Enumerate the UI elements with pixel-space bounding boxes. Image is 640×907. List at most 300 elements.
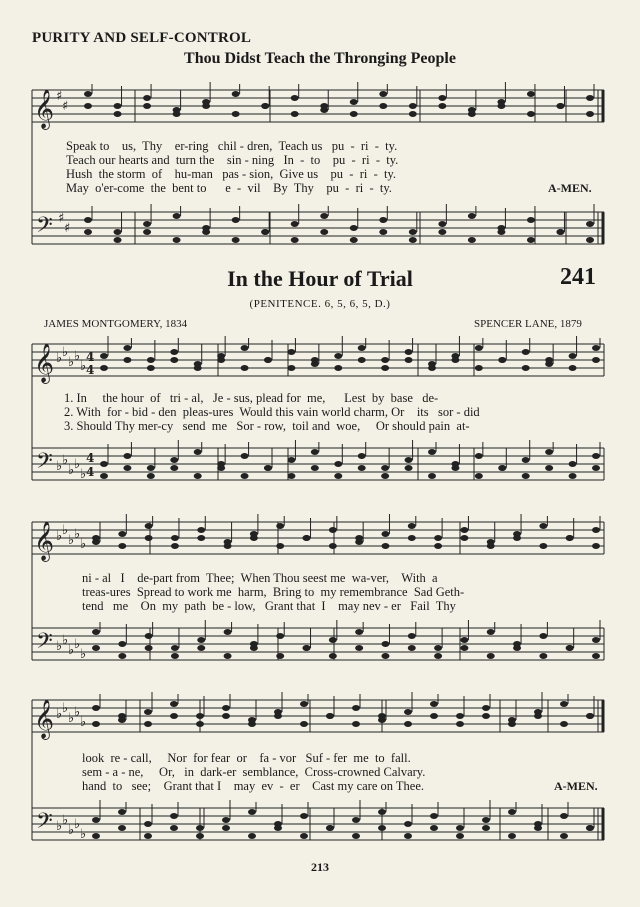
note-head bbox=[527, 111, 535, 117]
hymn2-title: In the Hour of Trial bbox=[227, 266, 413, 291]
hymn1-lyric-line: May o'er-come the bent to e - vil By Thy pu - ri - ty. bbox=[66, 181, 392, 195]
svg-text:♭: ♭ bbox=[62, 453, 69, 468]
note-head bbox=[545, 357, 553, 363]
note-head bbox=[381, 357, 389, 363]
svg-text:♭: ♭ bbox=[62, 633, 69, 648]
note-head bbox=[497, 229, 505, 235]
hymn2-author: JAMES MONTGOMERY, 1834 bbox=[44, 318, 188, 330]
note-head bbox=[381, 543, 389, 549]
note-head bbox=[498, 465, 506, 471]
note-head bbox=[100, 353, 108, 359]
note-head bbox=[381, 653, 389, 659]
note-head bbox=[170, 357, 178, 363]
note-head bbox=[329, 543, 337, 549]
note-head bbox=[92, 629, 100, 635]
note-head bbox=[404, 721, 412, 727]
note-head bbox=[232, 217, 240, 223]
note-head bbox=[545, 449, 553, 455]
svg-text:♯: ♯ bbox=[58, 211, 65, 226]
note-head bbox=[92, 535, 100, 541]
note-head bbox=[118, 543, 126, 549]
note-head bbox=[147, 365, 155, 371]
note-head bbox=[100, 473, 108, 479]
note-head bbox=[460, 645, 468, 651]
note-head bbox=[527, 237, 535, 243]
note-head bbox=[232, 237, 240, 243]
note-head bbox=[311, 465, 319, 471]
svg-text:♭: ♭ bbox=[80, 647, 87, 662]
note-head bbox=[456, 721, 464, 727]
note-head bbox=[592, 453, 600, 459]
note-head bbox=[329, 527, 337, 533]
note-head bbox=[381, 641, 389, 647]
svg-text:♭: ♭ bbox=[68, 463, 75, 478]
note-head bbox=[84, 217, 92, 223]
treble-clef-icon: 𝄞 bbox=[34, 89, 55, 129]
note-head bbox=[430, 825, 438, 831]
note-head bbox=[381, 473, 389, 479]
note-head bbox=[170, 813, 178, 819]
note-head bbox=[379, 229, 387, 235]
svg-text:𝄞: 𝄞 bbox=[34, 521, 55, 561]
note-head bbox=[534, 713, 542, 719]
page-number: 213 bbox=[311, 860, 329, 874]
note-head bbox=[147, 465, 155, 471]
note-head bbox=[592, 637, 600, 643]
svg-text:♭: ♭ bbox=[62, 701, 69, 716]
note-head bbox=[320, 213, 328, 219]
note-head bbox=[556, 103, 564, 109]
note-head bbox=[118, 531, 126, 537]
note-head bbox=[197, 535, 205, 541]
note-head bbox=[456, 833, 464, 839]
note-head bbox=[539, 523, 547, 529]
note-head bbox=[334, 365, 342, 371]
note-head bbox=[527, 91, 535, 97]
hymn2-system3-bass bbox=[32, 808, 604, 840]
note-head bbox=[460, 637, 468, 643]
note-head bbox=[404, 709, 412, 715]
note-head bbox=[224, 543, 232, 549]
svg-text:4: 4 bbox=[86, 451, 95, 465]
note-head bbox=[143, 221, 151, 227]
note-head bbox=[291, 111, 299, 117]
note-head bbox=[497, 103, 505, 109]
note-head bbox=[381, 531, 389, 537]
note-head bbox=[560, 813, 568, 819]
note-head bbox=[522, 349, 530, 355]
note-head bbox=[438, 229, 446, 235]
note-head bbox=[456, 825, 464, 831]
note-head bbox=[434, 653, 442, 659]
note-head bbox=[409, 103, 417, 109]
note-head bbox=[114, 111, 122, 117]
svg-text:𝄢: 𝄢 bbox=[36, 629, 53, 659]
note-head bbox=[118, 653, 126, 659]
svg-text:♭: ♭ bbox=[80, 715, 87, 730]
hymn2-lyric-line: sem - a - ne, Or, in dark-er semblance, Cross-crowned Calvary. bbox=[82, 765, 426, 779]
note-head bbox=[451, 357, 459, 363]
note-head bbox=[409, 237, 417, 243]
note-head bbox=[430, 713, 438, 719]
note-head bbox=[143, 103, 151, 109]
note-head bbox=[287, 473, 295, 479]
svg-text:♭: ♭ bbox=[62, 523, 69, 538]
svg-text:♭: ♭ bbox=[56, 459, 63, 474]
note-head bbox=[428, 473, 436, 479]
note-head bbox=[232, 111, 240, 117]
note-head bbox=[352, 705, 360, 711]
note-head bbox=[408, 535, 416, 541]
note-head bbox=[264, 465, 272, 471]
note-head bbox=[560, 833, 568, 839]
note-head bbox=[355, 629, 363, 635]
note-head bbox=[145, 645, 153, 651]
note-head bbox=[560, 721, 568, 727]
svg-text:♭: ♭ bbox=[68, 355, 75, 370]
note-head bbox=[274, 713, 282, 719]
note-head bbox=[378, 825, 386, 831]
note-head bbox=[248, 809, 256, 815]
note-head bbox=[475, 473, 483, 479]
note-head bbox=[118, 641, 126, 647]
note-head bbox=[560, 701, 568, 707]
svg-text:♭: ♭ bbox=[74, 349, 81, 364]
note-head bbox=[329, 653, 337, 659]
svg-text:♯: ♯ bbox=[64, 221, 71, 236]
note-head bbox=[114, 103, 122, 109]
note-head bbox=[592, 345, 600, 351]
svg-text:♭: ♭ bbox=[80, 467, 87, 482]
note-head bbox=[475, 345, 483, 351]
note-head bbox=[84, 91, 92, 97]
note-head bbox=[566, 535, 574, 541]
note-head bbox=[196, 825, 204, 831]
note-head bbox=[434, 543, 442, 549]
svg-text:♭: ♭ bbox=[68, 823, 75, 838]
note-head bbox=[334, 461, 342, 467]
svg-text:♭: ♭ bbox=[80, 827, 87, 842]
note-head bbox=[274, 825, 282, 831]
note-head bbox=[438, 221, 446, 227]
note-head bbox=[355, 535, 363, 541]
hymn1-title: Thou Didst Teach the Thronging People bbox=[184, 50, 456, 67]
note-head bbox=[539, 543, 547, 549]
svg-text:4: 4 bbox=[86, 465, 95, 479]
svg-text:♭: ♭ bbox=[56, 707, 63, 722]
note-head bbox=[556, 229, 564, 235]
note-head bbox=[145, 535, 153, 541]
note-head bbox=[378, 713, 386, 719]
note-head bbox=[534, 825, 542, 831]
note-head bbox=[173, 213, 181, 219]
note-head bbox=[171, 543, 179, 549]
note-head bbox=[460, 527, 468, 533]
note-head bbox=[276, 543, 284, 549]
note-head bbox=[409, 229, 417, 235]
note-head bbox=[143, 95, 151, 101]
note-head bbox=[586, 237, 594, 243]
note-head bbox=[329, 637, 337, 643]
svg-text:𝄢: 𝄢 bbox=[36, 809, 53, 839]
hymn2-lyric-line: tend me On my path be - low, Grant that I may nev - er Fail Thy bbox=[82, 599, 456, 613]
note-head bbox=[123, 465, 131, 471]
note-head bbox=[300, 813, 308, 819]
note-head bbox=[291, 95, 299, 101]
section-header: PURITY AND SELF-CONTROL bbox=[32, 30, 252, 46]
note-head bbox=[498, 357, 506, 363]
note-head bbox=[145, 633, 153, 639]
note-head bbox=[114, 237, 122, 243]
note-head bbox=[358, 453, 366, 459]
note-head bbox=[326, 713, 334, 719]
note-head bbox=[334, 353, 342, 359]
note-head bbox=[405, 465, 413, 471]
note-head bbox=[171, 653, 179, 659]
note-head bbox=[320, 229, 328, 235]
note-head bbox=[438, 95, 446, 101]
note-head bbox=[248, 833, 256, 839]
note-head bbox=[171, 645, 179, 651]
note-head bbox=[350, 225, 358, 231]
hymn2-lyric-line: hand to see; Grant that I may ev - er Cast my care on Thee. bbox=[82, 779, 425, 793]
note-head bbox=[92, 645, 100, 651]
note-head bbox=[482, 713, 490, 719]
note-head bbox=[222, 713, 230, 719]
note-head bbox=[92, 721, 100, 727]
note-head bbox=[350, 237, 358, 243]
note-head bbox=[451, 465, 459, 471]
note-head bbox=[171, 535, 179, 541]
note-head bbox=[170, 457, 178, 463]
note-head bbox=[147, 473, 155, 479]
note-head bbox=[217, 465, 225, 471]
note-head bbox=[358, 357, 366, 363]
note-head bbox=[144, 709, 152, 715]
note-head bbox=[350, 99, 358, 105]
note-head bbox=[358, 465, 366, 471]
note-head bbox=[408, 523, 416, 529]
note-head bbox=[147, 357, 155, 363]
note-head bbox=[173, 237, 181, 243]
note-head bbox=[170, 349, 178, 355]
note-head bbox=[586, 95, 594, 101]
note-head bbox=[300, 701, 308, 707]
note-head bbox=[381, 465, 389, 471]
note-head bbox=[586, 825, 594, 831]
note-head bbox=[508, 721, 516, 727]
note-head bbox=[303, 645, 311, 651]
note-head bbox=[311, 357, 319, 363]
note-head bbox=[241, 365, 249, 371]
note-head bbox=[194, 473, 202, 479]
note-head bbox=[522, 457, 530, 463]
note-head bbox=[300, 833, 308, 839]
svg-text:𝄞: 𝄞 bbox=[34, 343, 55, 383]
note-head bbox=[248, 721, 256, 727]
note-head bbox=[586, 111, 594, 117]
note-head bbox=[202, 229, 210, 235]
svg-text:♭: ♭ bbox=[74, 527, 81, 542]
hymn2-lyric-line: 1. In the hour of tri - al, Je - sus, plead for me, Lest by base de- bbox=[64, 391, 439, 405]
note-head bbox=[379, 217, 387, 223]
note-head bbox=[196, 721, 204, 727]
note-head bbox=[222, 817, 230, 823]
note-head bbox=[352, 817, 360, 823]
note-head bbox=[513, 535, 521, 541]
note-head bbox=[145, 523, 153, 529]
note-head bbox=[355, 645, 363, 651]
note-head bbox=[569, 461, 577, 467]
note-head bbox=[408, 633, 416, 639]
hymn2-composer: SPENCER LANE, 1879 bbox=[474, 318, 582, 330]
note-head bbox=[222, 705, 230, 711]
note-head bbox=[468, 237, 476, 243]
hymn2-lyric-line: treas-ures Spread to work me harm, Bring to my remembrance Sad Geth- bbox=[82, 585, 465, 599]
note-head bbox=[350, 111, 358, 117]
note-head bbox=[468, 213, 476, 219]
note-head bbox=[264, 357, 272, 363]
note-head bbox=[170, 713, 178, 719]
svg-text:♭: ♭ bbox=[56, 529, 63, 544]
hymn2-amen: A-MEN. bbox=[554, 779, 598, 793]
note-head bbox=[123, 357, 131, 363]
note-head bbox=[539, 653, 547, 659]
note-head bbox=[261, 229, 269, 235]
svg-text:♭: ♭ bbox=[62, 813, 69, 828]
svg-text:♯: ♯ bbox=[56, 89, 63, 104]
note-head bbox=[404, 833, 412, 839]
svg-text:♭: ♭ bbox=[80, 359, 87, 374]
svg-text:♭: ♭ bbox=[74, 637, 81, 652]
note-head bbox=[379, 91, 387, 97]
note-head bbox=[250, 535, 258, 541]
note-head bbox=[434, 535, 442, 541]
note-head bbox=[592, 465, 600, 471]
note-head bbox=[405, 357, 413, 363]
svg-text:♭: ♭ bbox=[74, 457, 81, 472]
note-head bbox=[482, 705, 490, 711]
note-head bbox=[404, 821, 412, 827]
note-head bbox=[217, 357, 225, 363]
note-head bbox=[194, 365, 202, 371]
svg-text:♭: ♭ bbox=[68, 711, 75, 726]
note-head bbox=[539, 633, 547, 639]
svg-text:𝄞: 𝄞 bbox=[34, 699, 55, 739]
note-head bbox=[276, 633, 284, 639]
note-head bbox=[569, 353, 577, 359]
note-head bbox=[300, 721, 308, 727]
note-head bbox=[428, 365, 436, 371]
note-head bbox=[487, 653, 495, 659]
hymn1-lyric-line: Hush the storm of hu-man pas - sion, Give us pu - ri - ty. bbox=[66, 167, 397, 181]
note-head bbox=[196, 833, 204, 839]
note-head bbox=[320, 103, 328, 109]
note-head bbox=[241, 345, 249, 351]
note-head bbox=[522, 473, 530, 479]
note-head bbox=[170, 465, 178, 471]
note-head bbox=[438, 103, 446, 109]
note-head bbox=[569, 365, 577, 371]
note-head bbox=[586, 713, 594, 719]
note-head bbox=[513, 645, 521, 651]
note-head bbox=[468, 111, 476, 117]
note-head bbox=[118, 713, 126, 719]
note-head bbox=[291, 237, 299, 243]
note-head bbox=[287, 349, 295, 355]
hymn2-lyric-line: 3. Should Thy mer-cy send me Sor - row, toil and woe, Or should pain at- bbox=[64, 419, 470, 433]
svg-text:♭: ♭ bbox=[68, 533, 75, 548]
note-head bbox=[197, 637, 205, 643]
bass-clef-icon: 𝄢 bbox=[36, 213, 53, 243]
note-head bbox=[84, 229, 92, 235]
note-head bbox=[92, 817, 100, 823]
hymn2-lyric-line: ni - al I de-part from Thee; When Thou seest me wa-ver, With a bbox=[82, 571, 438, 585]
note-head bbox=[241, 473, 249, 479]
note-head bbox=[475, 365, 483, 371]
note-head bbox=[566, 645, 574, 651]
svg-text:𝄢: 𝄢 bbox=[36, 449, 53, 479]
note-head bbox=[586, 221, 594, 227]
note-head bbox=[100, 365, 108, 371]
note-head bbox=[170, 825, 178, 831]
note-head bbox=[430, 701, 438, 707]
note-head bbox=[545, 465, 553, 471]
svg-text:♭: ♭ bbox=[74, 705, 81, 720]
note-head bbox=[276, 523, 284, 529]
hymn2-lyric-line: look re - call, Nor for fear or fa - vor Suf - fer me to fall. bbox=[82, 751, 411, 765]
note-head bbox=[381, 365, 389, 371]
note-head bbox=[287, 365, 295, 371]
note-head bbox=[261, 103, 269, 109]
note-head bbox=[144, 833, 152, 839]
note-head bbox=[118, 825, 126, 831]
note-head bbox=[197, 527, 205, 533]
svg-text:♭: ♭ bbox=[62, 345, 69, 360]
note-head bbox=[482, 817, 490, 823]
note-head bbox=[409, 111, 417, 117]
note-head bbox=[405, 457, 413, 463]
svg-text:♭: ♭ bbox=[56, 819, 63, 834]
note-head bbox=[114, 229, 122, 235]
hymn2-tune: (PENITENCE. 6, 5, 6, 5, D.) bbox=[249, 298, 391, 310]
note-head bbox=[202, 103, 210, 109]
note-head bbox=[143, 229, 151, 235]
note-head bbox=[84, 103, 92, 109]
note-head bbox=[352, 721, 360, 727]
svg-text:♭: ♭ bbox=[80, 537, 87, 552]
note-head bbox=[144, 721, 152, 727]
note-head bbox=[92, 833, 100, 839]
note-head bbox=[592, 527, 600, 533]
note-head bbox=[224, 653, 232, 659]
note-head bbox=[379, 103, 387, 109]
note-head bbox=[241, 453, 249, 459]
note-head bbox=[428, 449, 436, 455]
note-head bbox=[194, 449, 202, 455]
note-head bbox=[100, 461, 108, 467]
note-head bbox=[487, 543, 495, 549]
hymn1-amen: A-MEN. bbox=[548, 181, 592, 195]
note-head bbox=[408, 645, 416, 651]
note-head bbox=[569, 473, 577, 479]
note-head bbox=[592, 543, 600, 549]
note-head bbox=[276, 653, 284, 659]
note-head bbox=[527, 217, 535, 223]
note-head bbox=[508, 809, 516, 815]
note-head bbox=[144, 821, 152, 827]
note-head bbox=[291, 221, 299, 227]
